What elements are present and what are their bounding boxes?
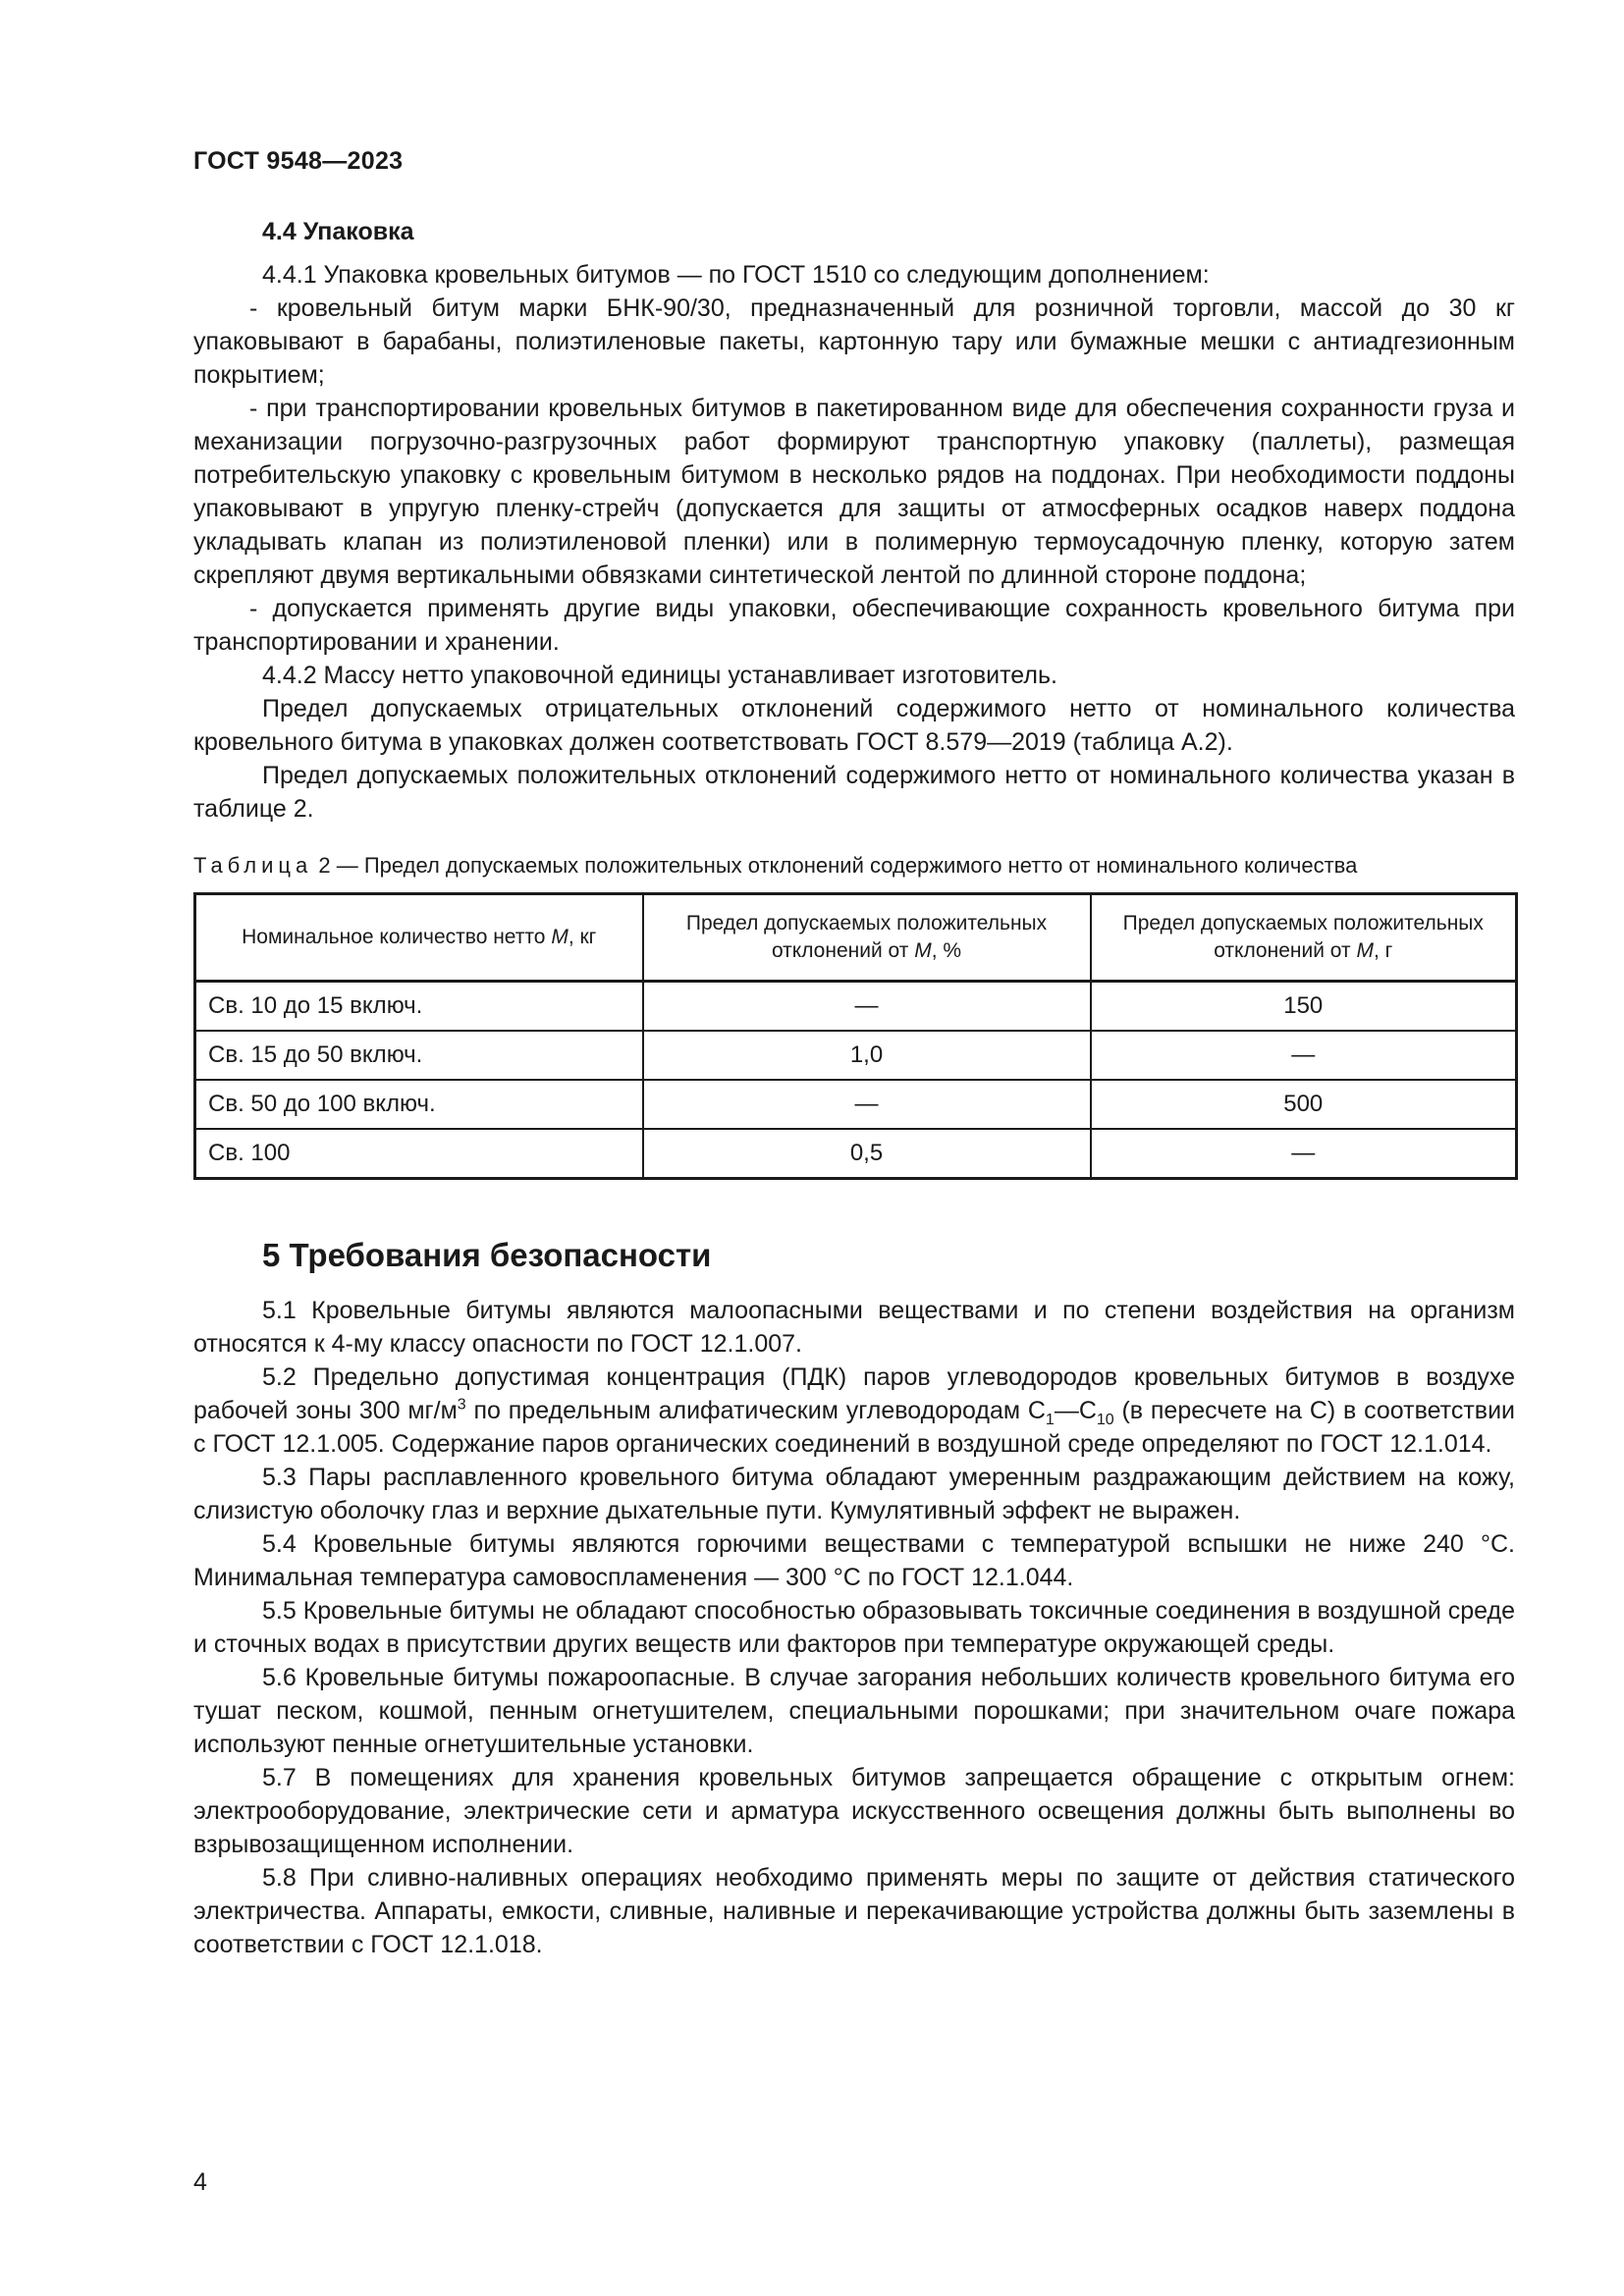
header-deviation-grams: Предел допускаемых положительных отклонений от M, г (1091, 894, 1517, 982)
paragraph-5-6: 5.6 Кровельные битумы пожароопасные. В случае загорания небольших количеств кровельного битума его тушат песком, кошмой, пенным огнетушителем, специальными порошками; при значительном очаге пожара используют пенные огнетушительные установки. (193, 1664, 1515, 1758)
table-row (195, 982, 1517, 1032)
table-caption-word: Таблица (193, 853, 313, 878)
paragraph-5-4: 5.4 Кровельные битумы являются горючими веществами с температурой вспышки не ниже 240 °С. Минимальная температура самовоспламенения — 300 °С по ГОСТ 12.1.044. (193, 1530, 1515, 1591)
paragraph-packing-retail: - кровельный битум марки БНК-90/30, предназначенный для розничной торговли, массой до 30 кг упаковывают в барабаны, полиэтиленовые пакеты, картонную тару или бумажные мешки с антиадгезионным покрытием; (193, 294, 1515, 389)
table-caption-text: 2 — Предел допускаемых положительных отклонений содержимого нетто от номинального количества (312, 853, 1358, 878)
table-2-caption (193, 853, 1515, 879)
paragraph-negative-deviation: Предел допускаемых отрицательных отклонений содержимого нетто от номинального количества кровельного битума в упаковках должен соответствовать ГОСТ 8.579—2019 (таблица А.2). (193, 695, 1515, 756)
cell-quantity: Св. 10 до 15 включ. (195, 982, 643, 1032)
cell-percent: — (643, 1080, 1091, 1129)
document-header: ГОСТ 9548—2023 (193, 147, 404, 175)
paragraph-packing-other: - допускается применять другие виды упаковки, обеспечивающие сохранность кровельного битума при транспортировании и хранении. (193, 595, 1515, 656)
section-5-title: 5 Требования безопасности (262, 1237, 712, 1273)
table-row (195, 1080, 1517, 1129)
cell-grams: 500 (1091, 1080, 1517, 1129)
cell-grams: — (1091, 1031, 1517, 1080)
cell-grams: — (1091, 1129, 1517, 1179)
paragraph-positive-deviation: Предел допускаемых положительных отклонений содержимого нетто от номинального количества указан в таблице 2. (193, 762, 1515, 823)
header-deviation-percent: Предел допускаемых положительных отклонений от M, % (643, 894, 1091, 982)
paragraph-packing-transport: - при транспортировании кровельных битумов в пакетированном виде для обеспечения сохранности груза и механизации погрузочно-разгрузочных работ формируют транспортную упаковку (паллеты), размещая потребительскую упаковку с кровельным битумом в несколько рядов на поддонах. При необходимости поддоны упаковывают в упругую пленку-стрейч (допускается для защиты от атмосферных осадков наверх поддона укладывать клапан из полиэтиленовой пленки) или в полимерную термоусадочную пленку, которую затем скрепляют двумя вертикальными обвязками синтетической лентой по длинной стороне поддона; (193, 395, 1515, 589)
section-4-4-title: 4.4 Упаковка (262, 218, 414, 245)
paragraph-5-2: 5.2 Предельно допустимая концентрация (ПДК) паров углеводородов кровельных битумов в воздухе рабочей зоны 300 $мг/м^3$ по предельным алифатическим углеводородам $С_1—С_{10}$ (в пересчете на С) в соответствии с ГОСТ 12.1.005. Содержание паров органических соединений в воздушной среде определяют по ГОСТ 12.1.014. (193, 1363, 1515, 1458)
paragraph-5-3: 5.3 Пары расплавленного кровельного битума обладают умеренным раздражающим действием на кожу, слизистую оболочку глаз и верхние дыхательные пути. Кумулятивный эффект не выражен. (193, 1464, 1515, 1524)
paragraph-5-1: 5.1 Кровельные битумы являются малоопасными веществами и по степени воздействия на организм относятся к 4-му классу опасности по ГОСТ 12.1.007. (193, 1297, 1515, 1358)
cell-percent: 1,0 (643, 1031, 1091, 1080)
paragraph-4-4-2: 4.4.2 Массу нетто упаковочной единицы устанавливает изготовитель. (262, 662, 1057, 689)
cell-percent: 0,5 (643, 1129, 1091, 1179)
paragraph-4-4-1: 4.4.1 Упаковка кровельных битумов — по ГОСТ 1510 со следующим дополнением: (262, 261, 1210, 289)
header-nominal-quantity: Номинальное количество нетто M, кг (195, 894, 643, 982)
table-row (195, 1129, 1517, 1179)
cell-percent: — (643, 982, 1091, 1032)
cell-quantity: Св. 50 до 100 включ. (195, 1080, 643, 1129)
paragraph-5-7: 5.7 В помещениях для хранения кровельных битумов запрещается обращение с открытым огнем: электрооборудование, электрические сети и арматура искусственного освещения должны быть выполнены во взрывозащищенном исполнении. (193, 1764, 1515, 1858)
table-2 (193, 892, 1518, 1180)
cell-grams: 150 (1091, 982, 1517, 1032)
table-row (195, 1031, 1517, 1080)
cell-quantity: Св. 100 (195, 1129, 643, 1179)
table-header-row (195, 894, 1517, 982)
page-number: 4 (193, 2168, 207, 2196)
paragraph-5-8: 5.8 При сливно-наливных операциях необходимо применять меры по защите от действия статического электричества. Аппараты, емкости, сливные, наливные и перекачивающие устройства должны быть заземлены в соответствии с ГОСТ 12.1.018. (193, 1864, 1515, 1958)
paragraph-5-5: 5.5 Кровельные битумы не обладают способностью образовывать токсичные соединения в воздушной среде и сточных водах в присутствии других веществ или факторов при температуре окружающей среды. (193, 1597, 1515, 1658)
cell-quantity: Св. 15 до 50 включ. (195, 1031, 643, 1080)
document-body (193, 218, 1515, 1961)
